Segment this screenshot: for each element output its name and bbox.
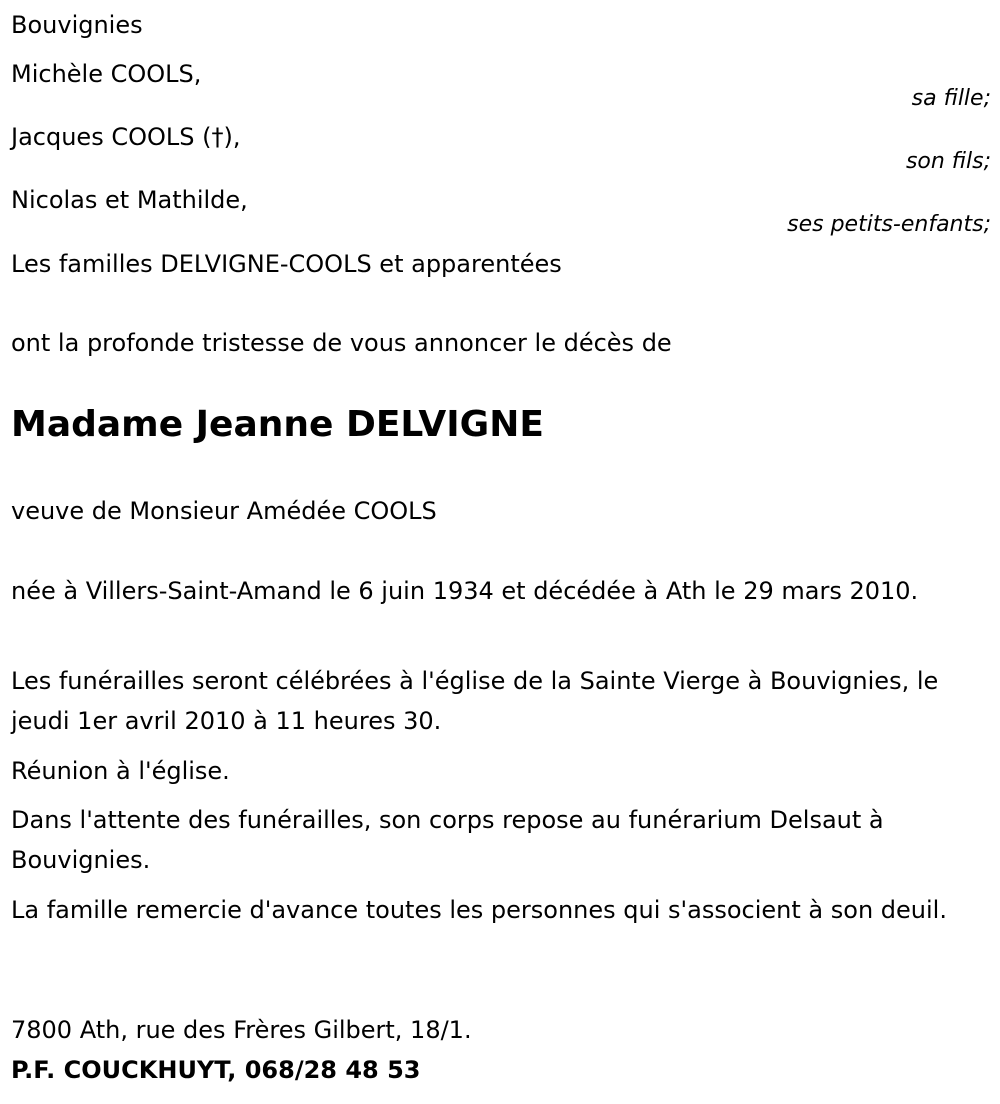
address-text: 7800 Ath, rue des Frères Gilbert, 18/1. (11, 1016, 472, 1044)
thanks-text: La famille remercie d'avance toutes les personnes qui s'associent à son deuil. (11, 896, 947, 924)
family-member-relation: son fils; (905, 149, 991, 174)
family-member-name: Nicolas et Mathilde, (11, 186, 248, 214)
family-member-name: Michèle COOLS, (11, 60, 202, 88)
families-line: Les familles DELVIGNE-COOLS et apparentées (11, 250, 562, 278)
widow-of-text: veuve de Monsieur Amédée COOLS (11, 497, 437, 525)
funeral-home-contact: P.F. COUCKHUYT, 068/28 48 53 (11, 1056, 421, 1084)
family-member-relation: ses petits-enfants; (787, 212, 991, 237)
meeting-text: Réunion à l'église. (11, 757, 230, 785)
village-name: Bouvignies (11, 11, 143, 39)
announcement-text: ont la profonde tristesse de vous annoncer le décès de (11, 329, 672, 357)
funeral-text: Les funérailles seront célébrées à l'église de la Sainte Vierge à Bouvignies, le jeudi 1er avril 2010 à 11 heures 30. (11, 667, 939, 735)
body-location-text: Dans l'attente des funérailles, son corps repose au funérarium Delsaut à Bouvignies. (11, 806, 884, 874)
birth-death-text: née à Villers-Saint-Amand le 6 juin 1934 et décédée à Ath le 29 mars 2010. (11, 577, 919, 605)
family-member-name: Jacques COOLS (†), (11, 123, 241, 151)
obituary-notice (11, 0, 991, 1104)
family-member-relation: sa fille; (911, 86, 991, 111)
deceased-name: Madame Jeanne DELVIGNE (11, 404, 544, 445)
